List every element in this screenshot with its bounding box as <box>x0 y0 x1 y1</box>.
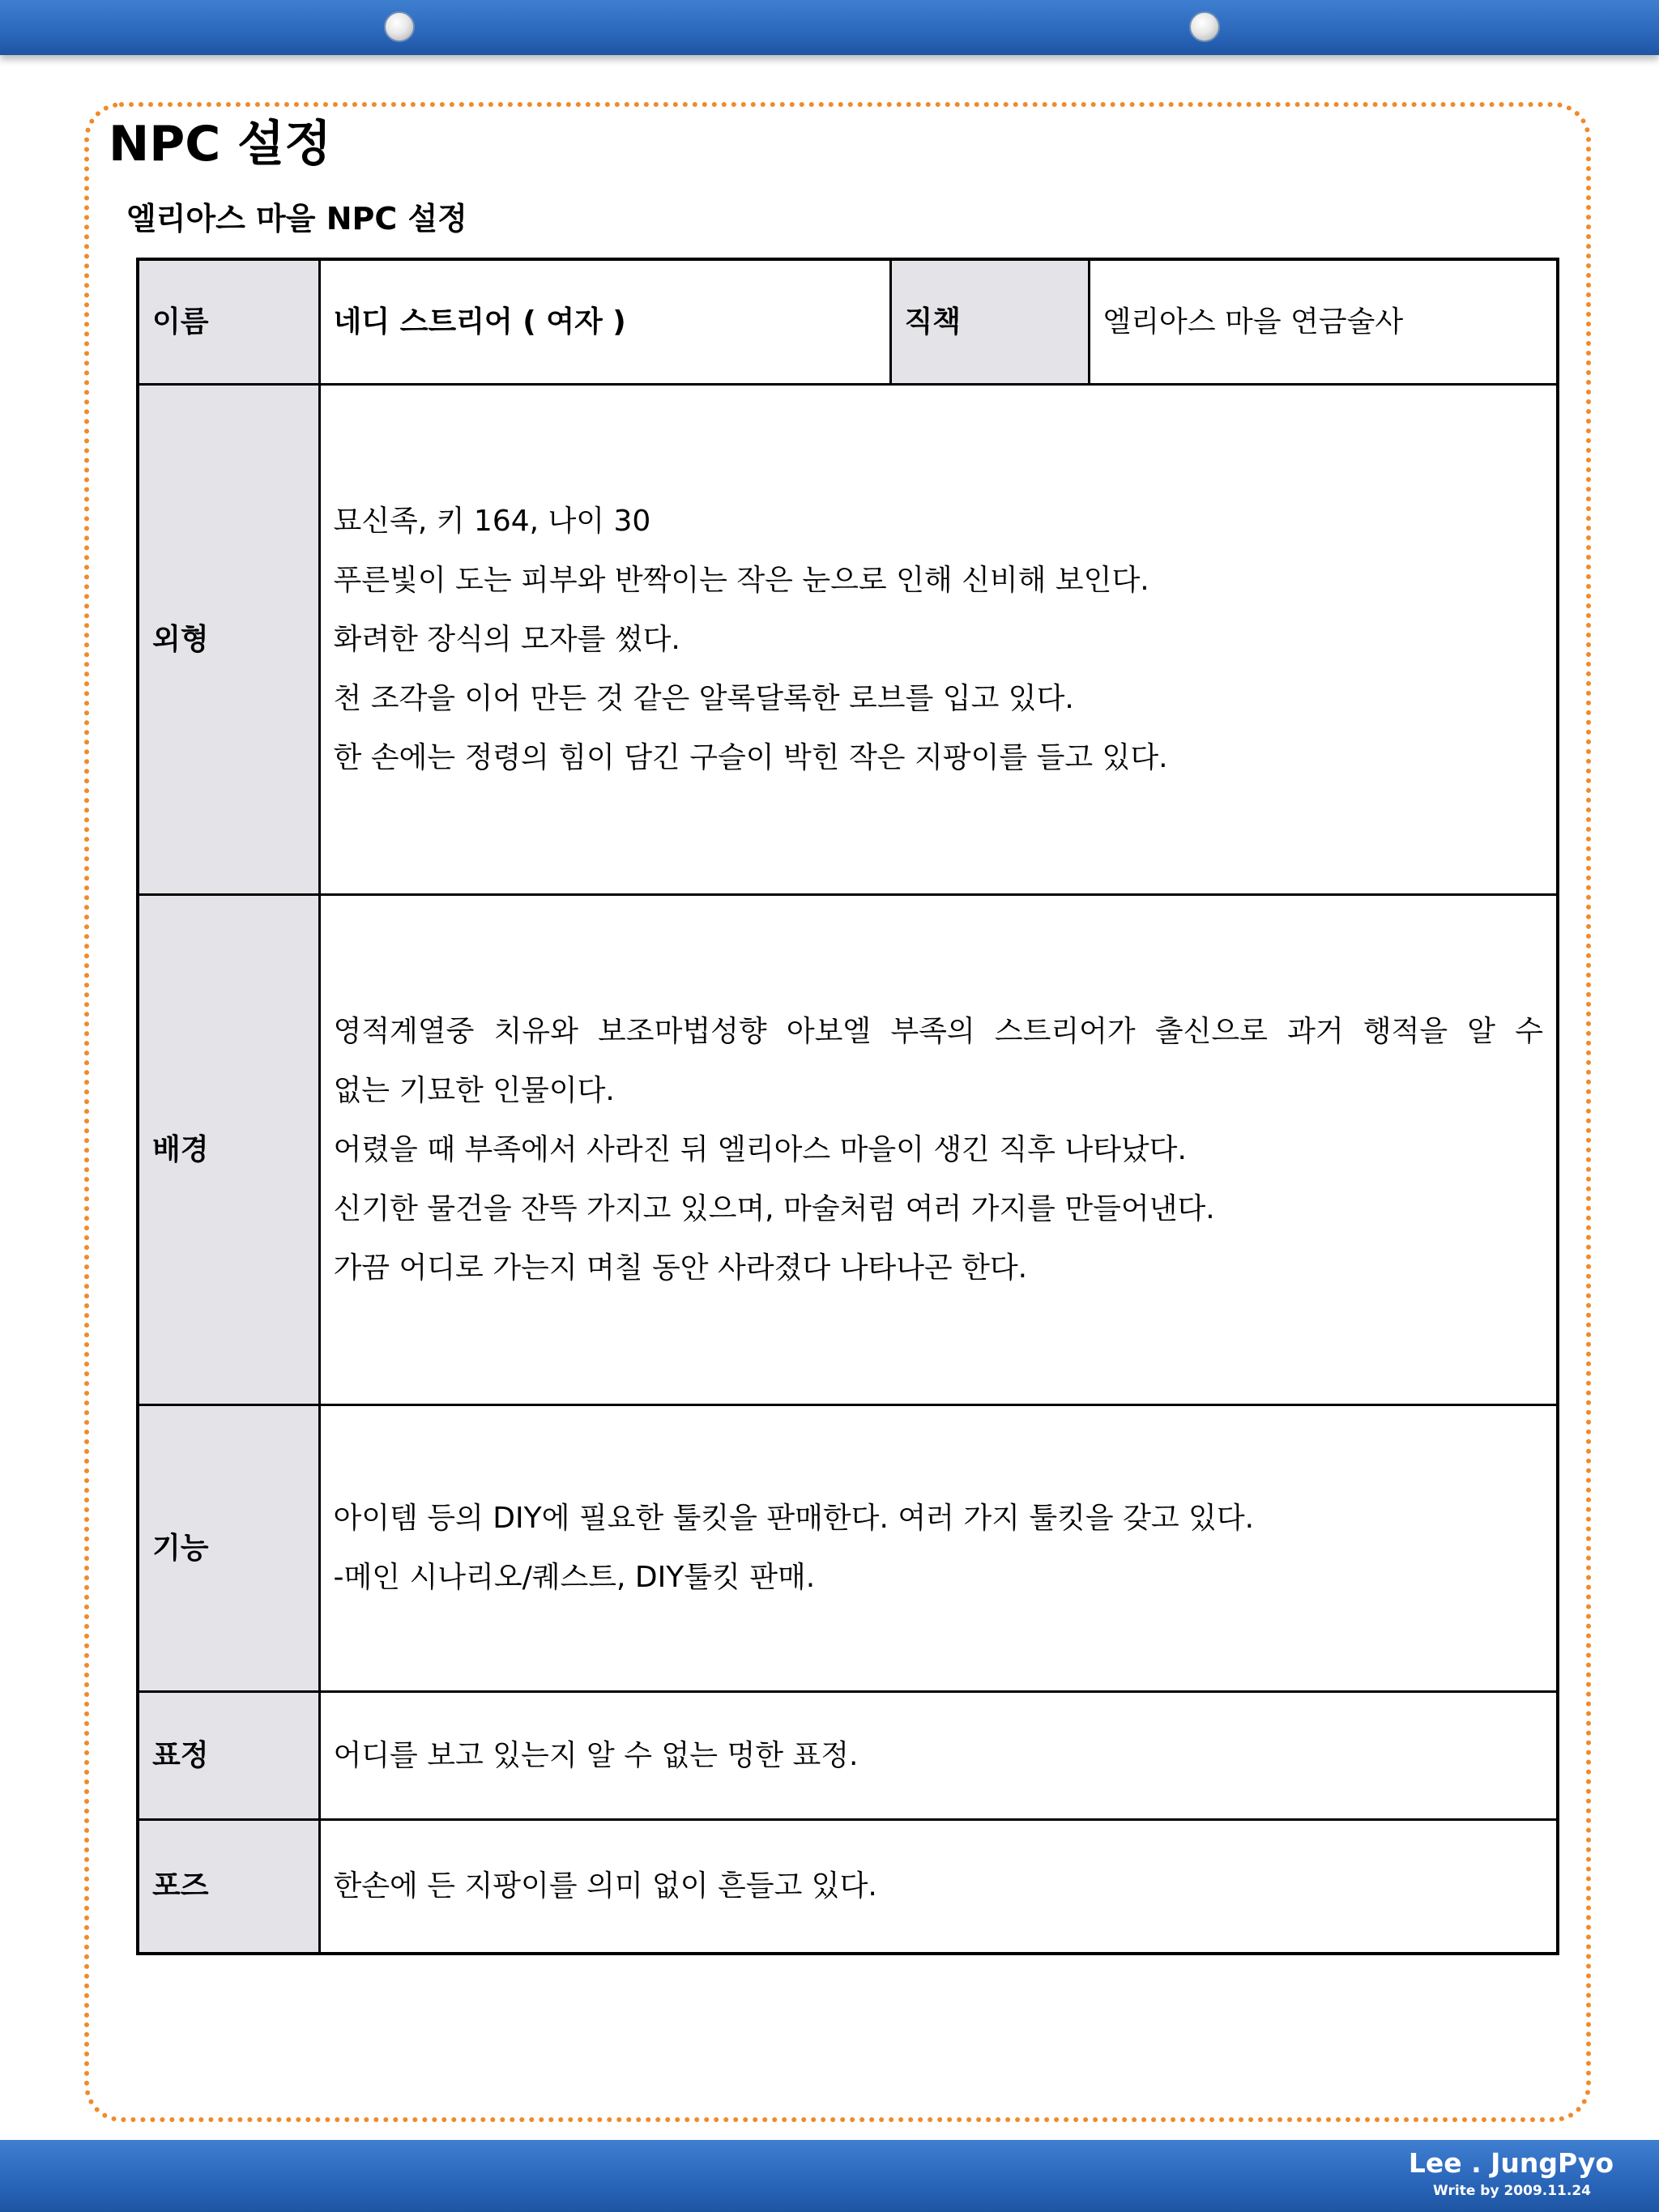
appearance-line: 천 조각을 이어 만든 것 같은 알록달록한 로브를 입고 있다. <box>333 681 1074 715</box>
npc-settings-table <box>136 258 1559 1955</box>
expression-value: 어디를 보고 있는지 알 수 없는 멍한 표정. <box>319 1691 1558 1819</box>
background-line: 없는 기묘한 인물이다. <box>333 1073 615 1107</box>
expression-label: 표정 <box>138 1691 319 1819</box>
function-label: 기능 <box>138 1404 319 1691</box>
name-value: 네디 스트리어 ( 여자 ) <box>319 259 890 384</box>
role-label: 직책 <box>890 259 1089 384</box>
background-line: 영적계열중 치유와 보조마법성향 아보엘 부족의 스트리어가 출신으로 과거 행적을 알 수 <box>333 1014 1543 1048</box>
background-label: 배경 <box>138 894 319 1404</box>
pose-value: 한손에 든 지팡이를 의미 없이 흔들고 있다. <box>319 1819 1558 1954</box>
table-row <box>138 1819 1558 1954</box>
binder-hole-right-icon <box>1189 11 1220 42</box>
section-subtitle: 엘리아스 마을 NPC 설정 <box>126 201 467 237</box>
appearance-line: 푸른빛이 도는 피부와 반짝이는 작은 눈으로 인해 신비해 보인다. <box>333 563 1149 597</box>
table-row <box>138 384 1558 894</box>
write-date: Write by 2009.11.24 <box>1433 2183 1591 2199</box>
background-line: 신기한 물건을 잔뜩 가지고 있으며, 마술처럼 여러 가지를 만들어낸다. <box>333 1191 1215 1225</box>
author-name: Lee . JungPyo <box>1408 2147 1614 2179</box>
function-text <box>319 1404 1558 1691</box>
name-label: 이름 <box>138 259 319 384</box>
function-line: -메인 시나리오/퀘스트, DIY툴킷 판매. <box>333 1561 816 1594</box>
table-row <box>138 259 1558 384</box>
background-line: 가끔 어디로 가는지 며칠 동안 사라졌다 나타나곤 한다. <box>333 1251 1028 1285</box>
table-row <box>138 1691 1558 1819</box>
pose-label: 포즈 <box>138 1819 319 1954</box>
page-title: NPC 설정 <box>109 116 332 173</box>
background-text <box>319 894 1558 1404</box>
binder-hole-left-icon <box>384 11 415 42</box>
background-line: 어렸을 때 부족에서 사라진 뒤 엘리아스 마을이 생긴 직후 나타났다. <box>333 1132 1187 1166</box>
top-header-bar <box>0 0 1659 55</box>
appearance-line: 묘신족, 키 164, 나이 30 <box>333 504 651 538</box>
table-row <box>138 894 1558 1404</box>
appearance-label: 외형 <box>138 384 319 894</box>
table-row <box>138 1404 1558 1691</box>
function-line: 아이템 등의 DIY에 필요한 툴킷을 판매한다. 여러 가지 툴킷을 갖고 있다. <box>333 1502 1255 1535</box>
appearance-text <box>319 384 1558 894</box>
role-value: 엘리아스 마을 연금술사 <box>1089 259 1558 384</box>
appearance-line: 화려한 장식의 모자를 썼다. <box>333 622 680 656</box>
appearance-line: 한 손에는 정령의 힘이 담긴 구슬이 박힌 작은 지팡이를 들고 있다. <box>333 740 1168 774</box>
